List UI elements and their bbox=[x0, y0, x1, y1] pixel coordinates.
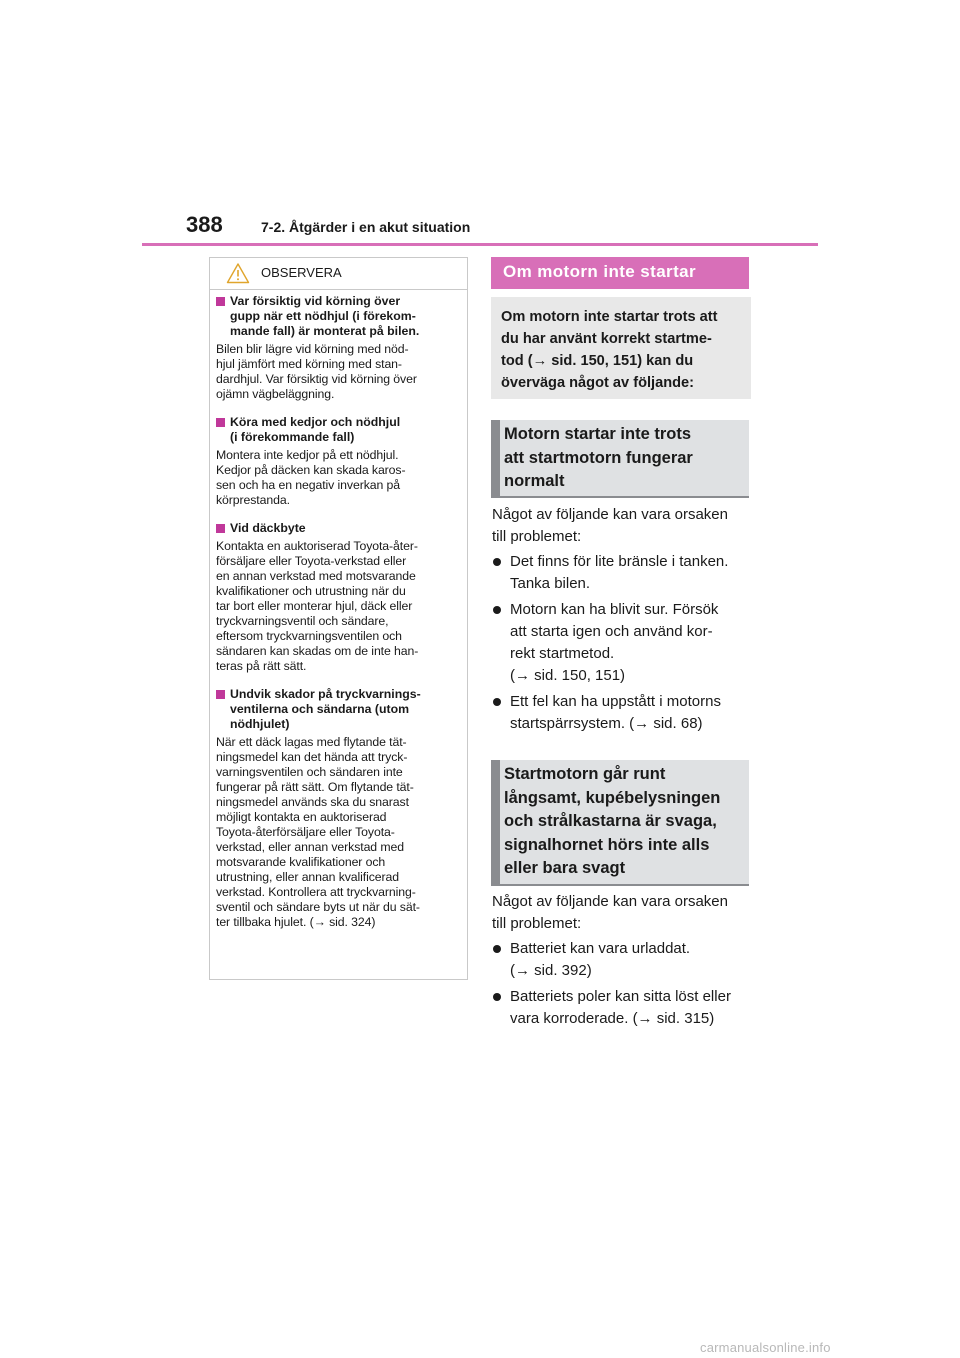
bullet-dot-icon bbox=[493, 698, 501, 706]
list-item-text: Motorn kan ha blivit sur. Försök att starta igen och använd kor- rekt startmetod. (→ sid. 150, 151) bbox=[510, 601, 719, 684]
caution-item-text: Montera inte kedjor på ett nödhjul. Kedjor på däcken kan skada karos- sen och ha en negativ inverkan på körprestanda. bbox=[216, 448, 406, 507]
bullet-dot-icon bbox=[493, 993, 501, 1001]
header-rule bbox=[142, 243, 818, 246]
bullet-dot-icon bbox=[493, 945, 501, 953]
body-paragraph: Något av följande kan vara orsaken till problemet: bbox=[492, 506, 728, 545]
list-item bbox=[492, 691, 762, 735]
bullet-dot-icon bbox=[493, 606, 501, 614]
caution-item bbox=[216, 687, 461, 930]
caution-title: OBSERVERA bbox=[261, 265, 342, 280]
list-item-text: Batteriets poler kan sitta löst eller vara korroderade. (→ sid. 315) bbox=[510, 988, 731, 1027]
section-title: 7-2. Åtgärder i en akut situation bbox=[261, 219, 471, 235]
list-item-text: Ett fel kan ha uppstått i motorns startspärrsystem. (→ sid. 68) bbox=[510, 693, 721, 732]
list-item bbox=[492, 599, 762, 687]
watermark: carmanualsonline.info bbox=[700, 1340, 831, 1355]
subsection-heading: Startmotorn går runt långsamt, kupébelysningen och strålkastarna är svaga, signalhornet hörs inte alls eller bara svagt bbox=[491, 760, 749, 886]
intro-box: Om motorn inte startar trots att du har använt korrekt startme- tod (→ sid. 150, 151) kan du överväga något av följande: bbox=[491, 297, 751, 399]
caution-item-text: Bilen blir lägre vid körning med nöd- hjul jämfört med körning med stan- dardhjul. Var försiktig vid körning över ojämn vägbeläggning. bbox=[216, 342, 417, 401]
caution-box bbox=[209, 257, 468, 980]
caution-heading-text: Var försiktig vid körning över gupp när ett nödhjul (i förekom- mande fall) är monterat på bilen. bbox=[230, 294, 420, 338]
caution-header bbox=[210, 258, 467, 290]
list-item bbox=[492, 551, 762, 595]
square-bullet-icon bbox=[216, 418, 225, 427]
caution-item-heading bbox=[216, 294, 461, 339]
bullet-dot-icon bbox=[493, 558, 501, 566]
list-item bbox=[492, 938, 762, 982]
caution-item-text: När ett däck lagas med flytande tät- ningsmedel kan det hända att tryck- varningsventilen och sändaren inte fungerar på rätt sätt. Om flytande tät- ningsmedel används ska du snarast möjligt kontakta en auktoriserad Toyota-återförsäljare eller Toyota- verkstad, eller annan verkstad med motsvarande kvalifikationer och utrustning, eller annan kvalificerad verkstad. Kontrollera att tryckvarning- sventil och sändare byts ut när du sät- ter tillbaka hjulet. (→ sid. 324) bbox=[216, 735, 420, 929]
caution-item bbox=[216, 415, 461, 508]
warning-triangle-icon bbox=[226, 262, 250, 284]
caution-item-heading bbox=[216, 415, 461, 445]
caution-heading-text: Vid däckbyte bbox=[230, 521, 306, 535]
caution-heading-text: Köra med kedjor och nödhjul (i förekommande fall) bbox=[230, 415, 401, 444]
caution-item bbox=[216, 294, 461, 402]
list-item-text: Det finns för lite bränsle i tanken. Tanka bilen. bbox=[510, 553, 729, 592]
caution-body bbox=[210, 290, 467, 930]
subsection-heading: Motorn startar inte trots att startmotorn fungerar normalt bbox=[491, 420, 749, 498]
square-bullet-icon bbox=[216, 297, 225, 306]
caution-item bbox=[216, 521, 461, 674]
bullet-list bbox=[492, 551, 762, 739]
square-bullet-icon bbox=[216, 690, 225, 699]
caution-heading-text: Undvik skador på tryckvarnings- ventilerna och sändarna (utom nödhjulet) bbox=[230, 687, 421, 731]
list-item bbox=[492, 986, 762, 1030]
page-number: 388 bbox=[186, 212, 223, 237]
caution-item-heading bbox=[216, 687, 461, 732]
section-banner: Om motorn inte startar bbox=[491, 257, 749, 289]
caution-item-text: Kontakta en auktoriserad Toyota-åter- försäljare eller Toyota-verkstad eller en annan verkstad med motsvarande kvalifikationer och utrustning när du tar bort eller monterar hjul, däck eller tryckvarningsventil och sändare, eftersom tryckvarningsventilen och sändaren kan skadas om de inte han- teras på rätt sätt. bbox=[216, 539, 419, 673]
caution-item-heading bbox=[216, 521, 461, 536]
body-paragraph: Något av följande kan vara orsaken till problemet: bbox=[492, 893, 728, 932]
bullet-list bbox=[492, 938, 762, 1034]
square-bullet-icon bbox=[216, 524, 225, 533]
list-item-text: Batteriet kan vara urladdat. (→ sid. 392) bbox=[510, 940, 691, 979]
